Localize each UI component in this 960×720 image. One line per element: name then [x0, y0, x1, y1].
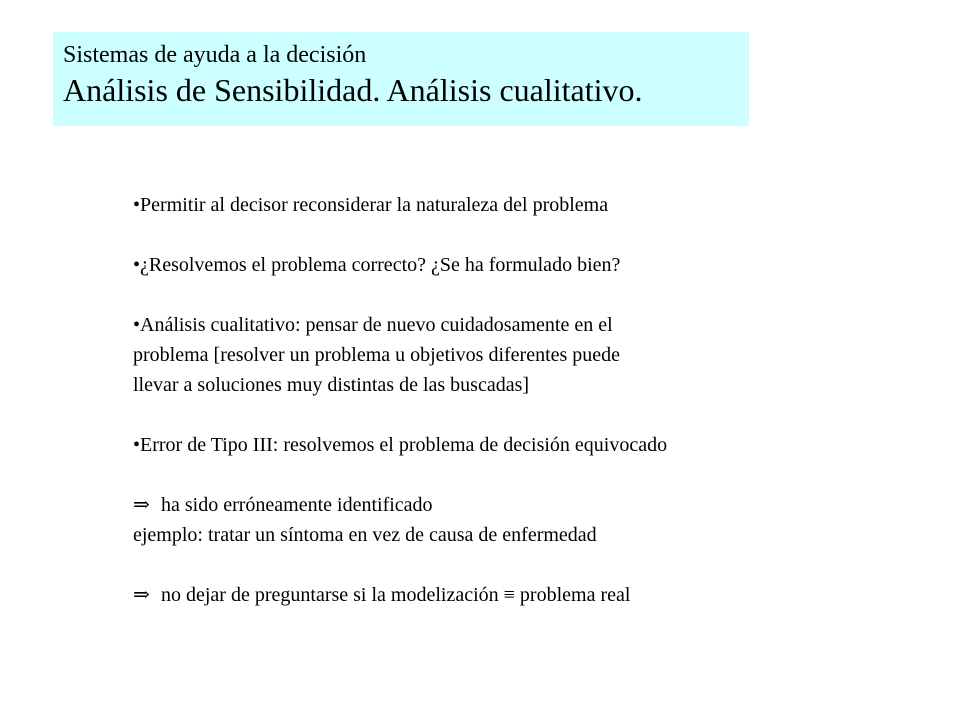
slide-subtitle: Sistemas de ayuda a la decisión: [63, 42, 367, 68]
bullet-reconsider-problem: •Permitir al decisor reconsiderar la naturaleza del problema: [133, 194, 609, 216]
title-box: [53, 32, 749, 126]
implies-arrow-icon: ⇒: [133, 494, 150, 516]
slide-title: Análisis de Sensibilidad. Análisis cualitativo.: [63, 72, 643, 108]
bullet-qualitative-analysis-line1: •Análisis cualitativo: pensar de nuevo cuidadosamente en el: [133, 314, 613, 336]
spacer: [133, 280, 933, 310]
implies-arrow-icon: ⇒: [133, 584, 150, 606]
spacer: [133, 400, 933, 430]
bullet-qualitative-analysis-line2: problema [resolver un problema u objetivos diferentes puede: [133, 344, 621, 366]
slide-body: [133, 190, 933, 610]
spacer: [133, 460, 933, 490]
implication-text: no dejar de preguntarse si la modelización ≡ problema real: [161, 584, 631, 606]
bullet-type-three-error: •Error de Tipo III: resolvemos el problema de decisión equivocado: [133, 434, 668, 456]
bullet-qualitative-analysis-line3: llevar a soluciones muy distintas de las buscadas]: [133, 374, 530, 396]
spacer: [133, 550, 933, 580]
implication-misidentified: [133, 490, 933, 520]
implication-modeling: [133, 580, 933, 610]
bullet-correct-problem: •¿Resolvemos el problema correcto? ¿Se ha formulado bien?: [133, 254, 621, 276]
spacer: [133, 220, 933, 250]
example-line: ejemplo: tratar un síntoma en vez de causa de enfermedad: [133, 524, 597, 546]
implication-text: ha sido erróneamente identificado: [161, 494, 433, 516]
